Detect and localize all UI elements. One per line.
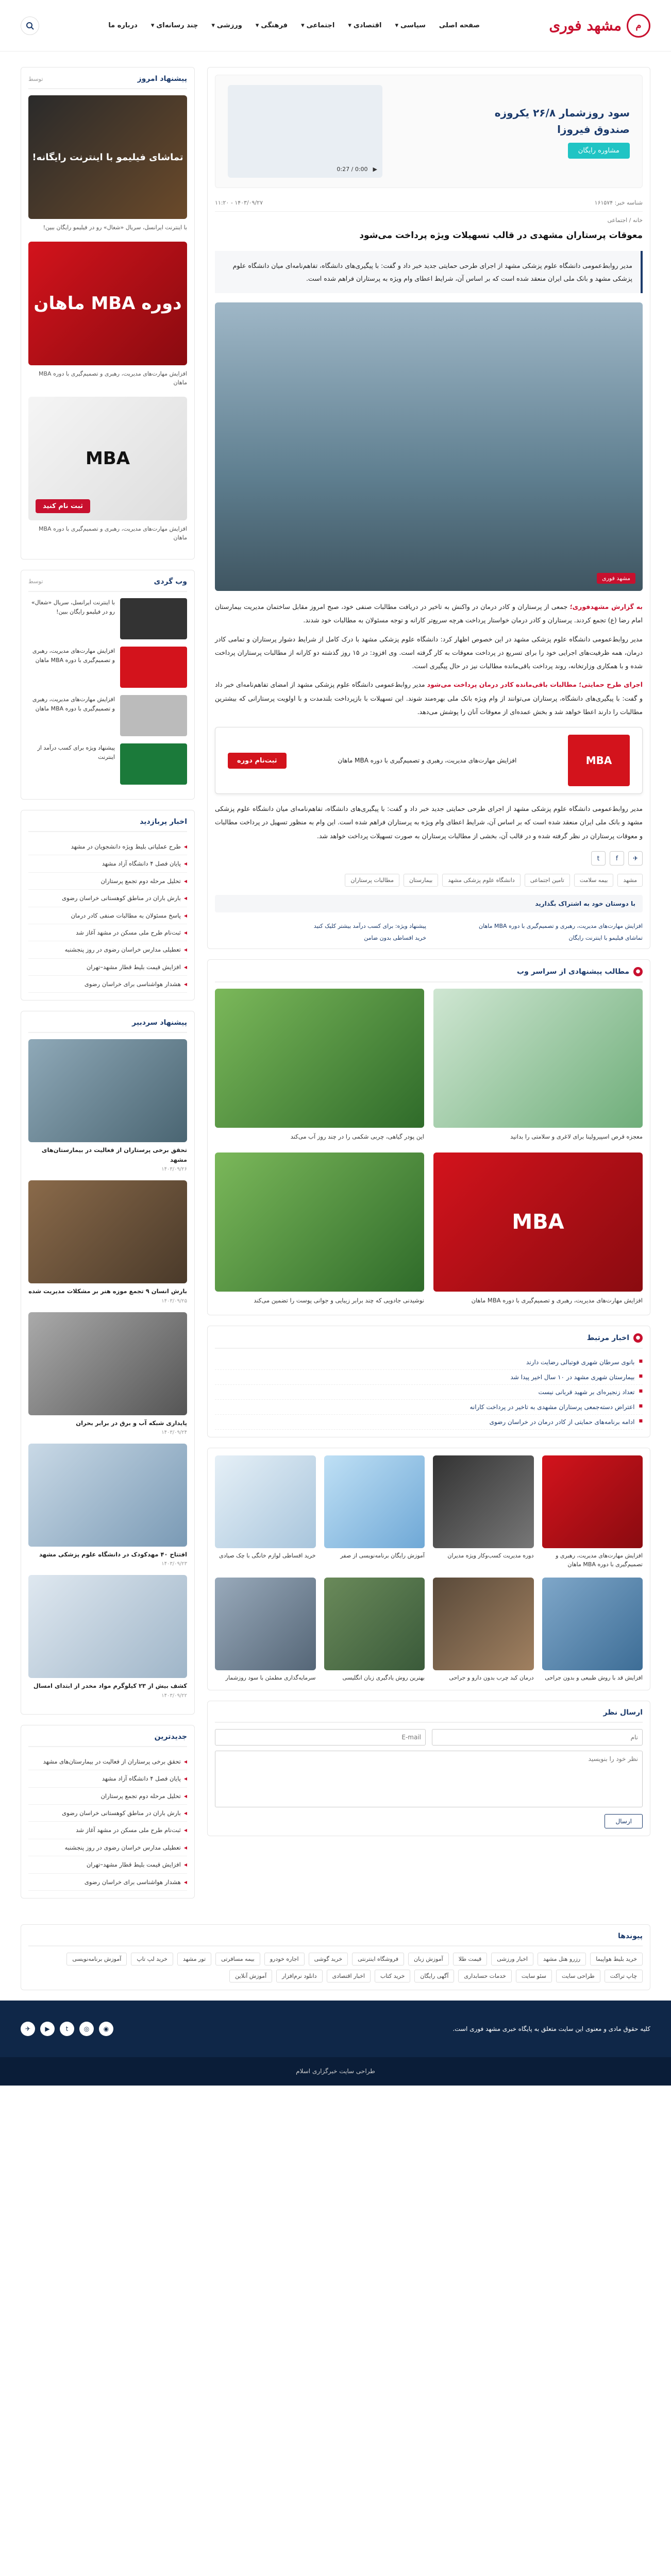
recommended-section bbox=[207, 959, 650, 1315]
breadcrumb[interactable]: خانه / اجتماعی bbox=[607, 217, 643, 224]
bullet-icon: ● bbox=[633, 967, 643, 976]
link-chip[interactable]: قیمت طلا bbox=[453, 1953, 488, 1965]
link-chip[interactable]: سئو سایت bbox=[516, 1970, 552, 1982]
recommended-item[interactable]: معجزه قرص اسپیرولینا برای لاغری و سلامتی را بدانید bbox=[433, 989, 643, 1143]
news-item[interactable]: ◀ افزایش قیمت بلیط قطار مشهد–تهران bbox=[28, 1856, 187, 1873]
editor-pick-image bbox=[28, 1039, 187, 1142]
link-chip[interactable]: خرید لپ تاپ bbox=[131, 1953, 173, 1965]
editor-pick-item[interactable]: کشف بیش از ۲۳ کیلوگرم مواد مخدر از ابتدای امسال ۱۴۰۳/۰۹/۲۲ bbox=[28, 1575, 187, 1698]
share-with-friends[interactable]: با دوستان خود به اشتراک بگذارید bbox=[215, 895, 643, 912]
recommended-image bbox=[433, 989, 643, 1128]
editor-pick-image bbox=[28, 1312, 187, 1415]
news-item[interactable]: ◀ ثبت‌نام طرح ملی مسکن در مشهد آغاز شد bbox=[28, 1822, 187, 1839]
recommended-image bbox=[215, 989, 424, 1128]
editor-pick-item[interactable]: بارش انسان ۹ تجمع موزه هنر بر مشکلات مدیریت شده ۱۴۰۳/۰۹/۲۵ bbox=[28, 1180, 187, 1303]
recommended-image bbox=[215, 1153, 424, 1292]
tag[interactable]: تامین اجتماعی bbox=[525, 874, 570, 887]
article-card bbox=[207, 67, 650, 949]
article-body bbox=[215, 600, 643, 719]
recommended-item[interactable]: MBA افزایش مهارت‌های مدیریت، رهبری و تصمیم‌گیری با دوره MBA ماهان bbox=[433, 1153, 643, 1307]
editor-pick-item[interactable]: افتتاح ۴۰ مهدکودک در دانشگاه علوم پزشکی مشهد ۱۴۰۳/۰۹/۲۳ bbox=[28, 1444, 187, 1567]
comment-textarea[interactable] bbox=[215, 1751, 643, 1807]
footer-social bbox=[21, 2022, 113, 2036]
grid-image bbox=[215, 1578, 316, 1670]
recommended-image: MBA bbox=[433, 1153, 643, 1292]
article-paragraph: مدیر روابط‌عمومی دانشگاه علوم پزشکی مشهد از اجرای طرحی حمایتی جدید خبر داد و گفت: با پیگیری‌های دانشگاه، تفاهم‌نامه‌ای میان دانشگاه علوم پزشکی مشهد و بانک ملی ایران منعقد شده است که بر اساس آن، شرایط اعطای وام ویژه به پرستاران فراهم شده است. این وام به منظور تسهیل در پرداخت مطالبات و معوقات پرستاران در نظر گرفته شده و در قالب آن، بخشی از مطالبات پرستاران به صورت تسهیلات پرداخت خواهد شد. bbox=[215, 805, 643, 840]
article-paragraph: به گزارش مشهدفوری؛ جمعی از پرستاران و کادر درمان در واکنش به تاخیر در دریافت مطالبات صنفی خود، صبح امروز مقابل ساختمان مدیریت بیمارستان امام رضا (ع) تجمع کردند. پرستاران و کادر درمان خواستار پرداخت هرچه سریع‌تر کارانه و توجه مسئولان به مطالبات خود شدند. bbox=[215, 603, 643, 624]
promo-caption[interactable]: افزایش مهارت‌های مدیریت، رهبری و تصمیم‌گیری با دوره MBA ماهان bbox=[39, 370, 187, 386]
editor-pick-image bbox=[28, 1575, 187, 1678]
tag-list bbox=[215, 874, 643, 887]
news-item[interactable]: ◀ هشدار هواشناسی برای خراسان رضوی bbox=[28, 1874, 187, 1891]
grid-item[interactable]: افزایش قد با روش طبیعی و بدون جراحی bbox=[542, 1578, 643, 1683]
link-chip[interactable]: اجاره خودرو bbox=[264, 1953, 305, 1965]
instagram-icon[interactable]: ◎ bbox=[79, 2022, 94, 2036]
grid-image bbox=[542, 1578, 643, 1670]
news-item[interactable]: ◀ هشدار هواشناسی برای خراسان رضوی bbox=[28, 976, 187, 993]
editor-pick-image bbox=[28, 1444, 187, 1547]
tag[interactable]: مشهد bbox=[617, 874, 643, 887]
web-thumb bbox=[120, 647, 187, 688]
news-item[interactable]: ◀ تحقق برخی پرستاران از فعالیت در بیمارستان‌های مشهد bbox=[28, 1753, 187, 1770]
news-item[interactable]: ◀ پایان فصل ۴ دانشگاه آزاد مشهد bbox=[28, 855, 187, 872]
grid-image bbox=[433, 1578, 534, 1670]
nav-home[interactable]: صفحه اصلی bbox=[439, 22, 480, 29]
nav-social[interactable]: اجتماعی ▾ bbox=[301, 22, 335, 29]
inline-ad-button[interactable]: ثبت‌نام دوره bbox=[228, 753, 287, 769]
tag[interactable]: دانشگاه علوم پزشکی مشهد bbox=[442, 874, 520, 887]
most-viewed-title: اخبار پربازدید bbox=[28, 818, 187, 832]
article-id: شناسه خبر: ۱۶۱۵۷۴ bbox=[594, 199, 643, 206]
name-field[interactable] bbox=[432, 1729, 643, 1745]
nav-about[interactable]: درباره ما bbox=[108, 22, 138, 29]
related-title: ● اخبار مرتبط bbox=[215, 1333, 643, 1349]
promo-caption[interactable]: افزایش مهارت‌های مدیریت، رهبری و تصمیم‌گیری با دوره MBA ماهان bbox=[39, 525, 187, 541]
link-chip[interactable]: اخبار ورزشی bbox=[491, 1953, 533, 1965]
top-header bbox=[0, 0, 671, 52]
related-list bbox=[215, 1355, 643, 1430]
web-browse bbox=[21, 570, 195, 800]
link-chip[interactable]: رزرو هتل مشهد bbox=[538, 1953, 586, 1965]
related-news bbox=[207, 1326, 650, 1437]
editor-pick-item[interactable]: تحقق برخی پرستاران از فعالیت در بیمارستان‌های مشهد ۱۴۰۳/۰۹/۲۶ bbox=[28, 1039, 187, 1172]
grid-item[interactable]: بهترین روش یادگیری زبان انگلیسی bbox=[324, 1578, 425, 1683]
recommended-item[interactable]: این پودر گیاهی، چربی شکمی را در چند روز آب می‌کند bbox=[215, 989, 424, 1143]
promo-badge[interactable]: ثبت نام کنید bbox=[36, 499, 90, 513]
twitter-icon[interactable]: t bbox=[591, 851, 606, 866]
nav-economy[interactable]: اقتصادی ▾ bbox=[348, 22, 382, 29]
newest-title: جدیدترین bbox=[28, 1733, 187, 1747]
video-time: 0:00 / 0:27 bbox=[337, 166, 368, 173]
tag[interactable]: بیمارستان bbox=[404, 874, 438, 887]
footer-credit bbox=[0, 2057, 671, 2086]
related-item[interactable]: ■ اعتراض دسته‌جمعی پرستاران مشهدی به تاخیر در پرداخت کارانه bbox=[215, 1400, 643, 1415]
link-chip[interactable]: آموزش زبان bbox=[408, 1953, 449, 1965]
sponsored-link[interactable]: خرید اقساطی بدون ضامن bbox=[364, 934, 426, 941]
grid-image bbox=[433, 1455, 534, 1548]
newest-news bbox=[21, 1725, 195, 1899]
today-suggestion bbox=[21, 67, 195, 560]
editor-picks bbox=[21, 1011, 195, 1714]
promo-mba[interactable]: دوره MBA ماهان bbox=[28, 242, 187, 365]
sidebar bbox=[21, 67, 195, 1909]
grid-item[interactable]: خرید اقساطی لوازم خانگی با چک صیادی bbox=[215, 1455, 316, 1569]
grid-item[interactable]: آموزش رایگان برنامه‌نویسی از صفر bbox=[324, 1455, 425, 1569]
news-item[interactable]: ◀ تحلیل مرحله دوم تجمع پرستاران bbox=[28, 873, 187, 890]
article-lead: مدیر روابط‌عمومی دانشگاه علوم پزشکی مشهد از اجرای طرحی حمایتی جدید خبر داد و گفت: با پیگیری‌های دانشگاه، تفاهم‌نامه‌ای میان دانشگاه علوم پزشکی مشهد و بانک ملی ایران منعقد شده است که بر اساس آن، شرایط اعطای وام ویژه به پرستاران فراهم شده است. bbox=[215, 251, 643, 293]
grid-item[interactable]: سرمایه‌گذاری مطمئن با سود روزشمار bbox=[215, 1578, 316, 1683]
sponsored-grid bbox=[215, 1455, 643, 1683]
share-bar bbox=[215, 851, 643, 866]
grid-image bbox=[324, 1578, 425, 1670]
article-hero-image bbox=[215, 302, 643, 591]
sponsored-link[interactable]: افزایش مهارت‌های مدیریت، رهبری و تصمیم‌گیری با دوره MBA ماهان bbox=[479, 922, 643, 929]
web-item[interactable]: افزایش مهارت‌های مدیریت، رهبری و تصمیم‌گیری با دوره MBA ماهان bbox=[28, 695, 187, 736]
related-item[interactable]: ■ بیمارستان شهری مشهد در ۱۰ سال اخیر پیدا شد bbox=[215, 1370, 643, 1385]
logo-mark-icon: م bbox=[627, 14, 650, 38]
recommended-title: ● مطالب پیشنهادی از سراسر وب bbox=[215, 967, 643, 982]
link-chip[interactable]: آموزش آنلاین bbox=[229, 1970, 272, 1982]
links-chips bbox=[28, 1953, 643, 1982]
article-date: ۱۴۰۳/۰۹/۲۷ - ۱۱:۲۰ bbox=[215, 199, 263, 206]
link-chip[interactable]: بیمه مسافرتی bbox=[215, 1953, 260, 1965]
news-item[interactable]: ◀ افزایش قیمت بلیط قطار مشهد–تهران bbox=[28, 959, 187, 976]
link-chip[interactable]: خرید بلیط هواپیما bbox=[590, 1953, 643, 1965]
rss-icon[interactable]: ◉ bbox=[99, 2022, 113, 2036]
link-chip[interactable]: فروشگاه اینترنتی bbox=[352, 1953, 404, 1965]
news-item[interactable]: ◀ تعطیلی مدارس خراسان رضوی در روز پنجشنبه bbox=[28, 1839, 187, 1856]
article-meta bbox=[215, 194, 643, 212]
play-icon[interactable]: ▶ bbox=[373, 166, 377, 173]
links-box bbox=[21, 1924, 650, 1990]
telegram-icon[interactable]: ✈ bbox=[21, 2022, 35, 2036]
top-ad-title-2: صندوق فیروزا bbox=[557, 123, 630, 135]
news-item[interactable]: ◀ پاسخ مسئولان به مطالبات صنفی کادر درمان bbox=[28, 907, 187, 924]
chevron-down-icon: ▾ bbox=[211, 22, 215, 29]
facebook-icon[interactable]: f bbox=[610, 851, 624, 866]
top-ad-button[interactable]: مشاوره رایگان bbox=[568, 143, 630, 159]
grid-item[interactable]: افزایش مهارت‌های مدیریت، رهبری و تصمیم‌گیری با دوره MBA ماهان bbox=[542, 1455, 643, 1569]
news-item[interactable]: ◀ پایان فصل ۴ دانشگاه آزاد مشهد bbox=[28, 1770, 187, 1787]
recommended-grid bbox=[215, 989, 643, 1308]
promo-filimo[interactable]: تماشای فیلیمو با اینترنت رایگانه! bbox=[28, 95, 187, 219]
chevron-down-icon: ▾ bbox=[301, 22, 305, 29]
grid-item[interactable]: درمان کبد چرب بدون دارو و جراحی bbox=[433, 1578, 534, 1683]
editor-pick-image bbox=[28, 1180, 187, 1283]
footer-design[interactable]: طراحی سایت خبرگزاری اسلام bbox=[296, 2067, 375, 2075]
youtube-icon[interactable]: ▶ bbox=[40, 2022, 55, 2036]
inline-ad-logo: MBA bbox=[568, 735, 630, 786]
telegram-icon[interactable]: ✈ bbox=[628, 851, 643, 866]
email-field[interactable] bbox=[215, 1729, 426, 1745]
article-paragraph: مدیر روابط‌عمومی دانشگاه علوم پزشکی مشهد در این خصوص اظهار کرد: دانشگاه علوم پزشکی مشهد با درک کامل از شرایط دشوار پرستاران و تمامی کادر درمان، همه ظرفیت‌های اجرایی خود را برای تسریع در پرداخت معوقات به کار گرفته است. وی افزود: در ۱۵ روز گذشته دو کارانه از مطالبات پرستاران پرداخت شده و با همکاری وزارتخانه، روند پرداخت باقی‌مانده مطالبات نیز در حال پیگیری است. bbox=[215, 635, 643, 670]
main-column bbox=[207, 67, 650, 1909]
top-ad-video[interactable] bbox=[228, 85, 382, 178]
link-chip[interactable]: آموزش برنامه‌نویسی bbox=[66, 1953, 127, 1965]
nav-culture[interactable]: فرهنگی ▾ bbox=[255, 22, 288, 29]
top-ad-banner[interactable] bbox=[215, 75, 643, 188]
tag[interactable]: بیمه سلامت bbox=[574, 874, 614, 887]
article-title: معوقات پرستاران مشهدی در قالب تسهیلات ویژه پرداخت می‌شود bbox=[359, 230, 643, 241]
grid-image bbox=[542, 1455, 643, 1548]
top-ad-text-block bbox=[495, 105, 630, 159]
link-chip[interactable]: طراحی سایت bbox=[556, 1970, 600, 1982]
today-title: پیشنهاد امروز توسط bbox=[28, 75, 187, 89]
article-paragraph: اجرای طرح حمایتی؛ مطالبات باقی‌مانده کادر درمان پرداخت می‌شود مدیر روابط‌عمومی دانشگاه علوم پزشکی مشهد از امضای تفاهم‌نامه‌ای خبر داد و گفت: با پیگیری‌های دانشگاه، پرستاران می‌توانند از وام ویژه بانک ملی بهره‌مند شوند. این تسهیلات با بازپرداخت بلندمدت و با اولویت پرستارانی که بیشترین مطالبات را دارند اعطا خواهد شد و بخش عمده‌ای از معوقات آنان را پوشش می‌دهد. bbox=[215, 681, 643, 716]
comment-form-row bbox=[215, 1729, 643, 1745]
web-item[interactable]: با اینترنت ایرانسل، سریال «شغال» رو در فیلیمو رایگان ببین! bbox=[28, 598, 187, 639]
sponsored-link[interactable]: پیشنهاد ویژه: برای کسب درآمد بیشتر کلیک کنید bbox=[313, 922, 426, 929]
chevron-down-icon: ▾ bbox=[348, 22, 351, 29]
newest-list bbox=[28, 1753, 187, 1891]
news-item[interactable]: ◀ تحلیل مرحله دوم تجمع پرستاران bbox=[28, 1788, 187, 1805]
bullet-icon: ● bbox=[633, 1333, 643, 1343]
news-item[interactable]: ◀ طرح عملیاتی بلیط ویژه دانشجویان در مشهد bbox=[28, 838, 187, 855]
web-thumb bbox=[120, 598, 187, 639]
inline-ad-text: افزایش مهارت‌های مدیریت، رهبری و تصمیم‌گیری با دوره MBA ماهان bbox=[338, 757, 517, 765]
site-footer bbox=[0, 2001, 671, 2057]
link-chip[interactable]: خرید کتاب bbox=[375, 1970, 410, 1982]
main-nav bbox=[108, 22, 480, 29]
link-chip[interactable]: تور مشهد bbox=[177, 1953, 211, 1965]
news-item[interactable]: ◀ بارش باران در مناطق کوهستانی خراسان رضوی bbox=[28, 890, 187, 907]
link-chip[interactable]: خرید گوشی bbox=[309, 1953, 348, 1965]
logo-text: مشهد فوری bbox=[549, 17, 622, 34]
nav-multimedia[interactable]: چند رسانه‌ای ▾ bbox=[150, 22, 198, 29]
links-title: پیوندها bbox=[28, 1932, 643, 1946]
chevron-down-icon: ▾ bbox=[150, 22, 155, 29]
inline-ad-banner[interactable] bbox=[215, 727, 643, 794]
nav-sports[interactable]: ورزشی ▾ bbox=[211, 22, 242, 29]
hero-watermark: مشهد فوری bbox=[597, 573, 635, 584]
news-item[interactable]: ◀ ثبت‌نام طرح ملی مسکن در مشهد آغاز شد bbox=[28, 924, 187, 941]
related-item[interactable]: ■ ادامه برنامه‌های حمایتی از کادر درمان در خراسان رضوی bbox=[215, 1415, 643, 1430]
search-icon bbox=[26, 22, 34, 30]
editor-pick-item[interactable]: پایداری شبکه آب و برق در برابر بحران ۱۴۰۳/۰۹/۲۴ bbox=[28, 1312, 187, 1435]
chevron-down-icon: ▾ bbox=[255, 22, 259, 29]
comment-form-title: ارسال نظر bbox=[215, 1708, 643, 1723]
sponsored-grid-section bbox=[207, 1448, 650, 1690]
sponsored-link[interactable]: تماشای فیلیمو با اینترنت رایگان bbox=[568, 934, 643, 941]
link-chip[interactable]: خدمات حسابداری bbox=[458, 1970, 511, 1982]
news-item[interactable]: ◀ بارش باران در مناطق کوهستانی خراسان رضوی bbox=[28, 1805, 187, 1822]
related-item[interactable]: ■ بانوی سرطان شهری فوتبالی رضایت دارند bbox=[215, 1355, 643, 1370]
comment-form bbox=[207, 1701, 650, 1836]
most-viewed bbox=[21, 810, 195, 1001]
twitter-icon[interactable]: t bbox=[60, 2022, 74, 2036]
related-item[interactable]: ■ تعداد زنجیره‌ای بر شهید قربانی نیست bbox=[215, 1385, 643, 1400]
top-ad-title-1: سود روزشمار ۲۶/۸ یکروزه bbox=[494, 106, 630, 119]
grid-item[interactable]: دوره مدیریت کسب‌وکار ویژه مدیران bbox=[433, 1455, 534, 1569]
web-item[interactable]: افزایش مهارت‌های مدیریت، رهبری و تصمیم‌گیری با دوره MBA ماهان bbox=[28, 647, 187, 688]
link-chip[interactable]: آگهی رایگان bbox=[414, 1970, 454, 1982]
send-comment-button[interactable]: ارسال bbox=[605, 1814, 643, 1828]
grid-image bbox=[324, 1455, 425, 1548]
site-logo[interactable] bbox=[549, 14, 650, 38]
search-button[interactable] bbox=[21, 16, 39, 35]
web-item[interactable]: پیشنهاد ویژه برای کسب درآمد از اینترنت bbox=[28, 743, 187, 785]
web-title: وب گردی توسط bbox=[28, 578, 187, 592]
web-thumb bbox=[120, 743, 187, 785]
web-thumb bbox=[120, 695, 187, 736]
footer-copyright: کلیه حقوق مادی و معنوی این سایت متعلق به پایگاه خبری مشهد فوری است. bbox=[452, 2025, 650, 2032]
chevron-down-icon: ▾ bbox=[395, 22, 398, 29]
nav-politics[interactable]: سیاسی ▾ bbox=[395, 22, 426, 29]
article-body-2 bbox=[215, 802, 643, 843]
sponsored-links bbox=[215, 923, 643, 941]
recommended-item[interactable]: نوشیدنی جادویی که چند برابر زیبایی و جوانی پوست را تضمین می‌کند bbox=[215, 1153, 424, 1307]
link-chip[interactable]: اخبار اقتصادی bbox=[327, 1970, 371, 1982]
grid-image bbox=[215, 1455, 316, 1548]
tag[interactable]: مطالبات پرستاران bbox=[345, 874, 399, 887]
most-viewed-list bbox=[28, 838, 187, 993]
news-item[interactable]: ◀ تعطیلی مدارس خراسان رضوی در روز پنجشنبه bbox=[28, 941, 187, 958]
promo-caption[interactable]: با اینترنت ایرانسل، سریال «شغال» رو در فیلیمو رایگان ببین! bbox=[43, 224, 187, 231]
link-chip[interactable]: دانلود نرم‌افزار bbox=[276, 1970, 322, 1982]
link-chip[interactable]: چاپ تراکت bbox=[605, 1970, 643, 1982]
promo-mba-2[interactable]: MBA ثبت نام کنید bbox=[28, 397, 187, 520]
editor-picks-title: پیشنهاد سردبیر bbox=[28, 1019, 187, 1033]
